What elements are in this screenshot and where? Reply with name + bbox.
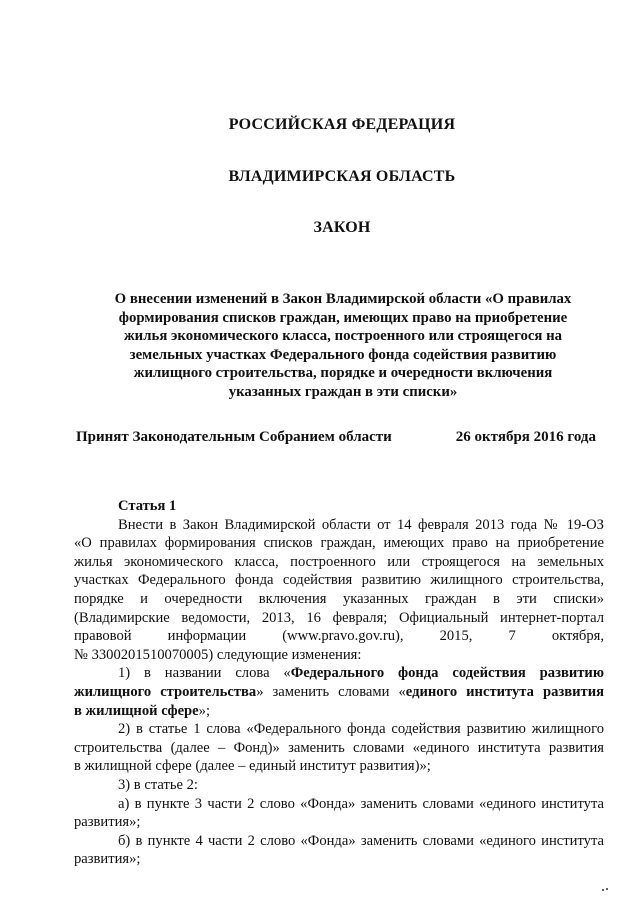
item-1-text: 1) в названии слова «: [118, 665, 291, 682]
law-title-line: указанных граждан в эти списки»: [228, 383, 458, 400]
paragraph-line: (Владимирские ведомости, 2013, 16 февраля; Официальный интернет-портал: [74, 609, 604, 626]
paragraph-line: правовой информации (www.pravo.gov.ru), 2015, 7 октября,: [74, 628, 604, 645]
item-1-line: [74, 702, 604, 721]
scan-specks: [602, 888, 608, 891]
item-1-line: [74, 664, 604, 683]
law-title-line: жилья экономического класса, построенного или строящегося на: [123, 328, 563, 345]
item-1-text: »;: [198, 702, 211, 719]
paragraph-line: «О правилах формирования списков граждан, имеющих право на приобретение: [74, 535, 604, 552]
article-body: [74, 497, 604, 869]
adoption-date: 26 октября 2016 года: [455, 429, 596, 445]
item-1-text: » заменить словами «: [256, 683, 406, 700]
law-title-line: земельных участках Федерального фонда содействия развитию: [129, 346, 557, 363]
item-3a-line: а) в пункте 3 части 2 слово «Фонда» заменить словами «единого института: [118, 795, 604, 812]
heading-doc-type: ЗАКОН: [313, 219, 371, 236]
article-heading: Статья 1: [118, 498, 177, 514]
item-3a-line: развития»;: [74, 814, 141, 831]
item-1-bold: в жилищной сфере: [74, 702, 199, 719]
item-1-bold: жилищного строительства: [74, 683, 257, 700]
item-2-line: 2) в статье 1 слова «Федерального фонда содействия развитию жилищного: [118, 721, 604, 738]
law-title-line: О внесении изменений в Закон Владимирской области «О правилах: [114, 291, 572, 307]
law-title-line: формирования списков граждан, имеющих право на приобретение: [118, 309, 568, 326]
scan-speck: [602, 889, 604, 891]
law-title: [100, 290, 586, 402]
paragraph-line: Внести в Закон Владимирской области от 14 февраля 2013 года № 19-ОЗ: [118, 516, 604, 533]
heading-federation: РОССИЙСКАЯ ФЕДЕРАЦИЯ: [228, 116, 456, 133]
adopted-by: Принят Законодательным Собранием области: [76, 429, 392, 445]
item-3b-line: развития»;: [74, 851, 141, 868]
heading-region: ВЛАДИМИРСКАЯ ОБЛАСТЬ: [228, 168, 456, 185]
item-1-line: [74, 683, 604, 702]
scan-speck: [606, 888, 608, 890]
law-title-line: жилищного строительства, порядке и очередности включения: [133, 365, 553, 382]
item-1-bold: Федерального фонда содействия развитию: [290, 665, 604, 682]
item-3b-line: б) в пункте 4 части 2 слово «Фонда» заменить словами «единого института: [118, 832, 604, 849]
item-2-line: в жилищной сфере (далее – единый институт развития)»;: [74, 758, 431, 775]
item-1-bold: единого института развития: [405, 683, 604, 700]
item-2-line: строительства (далее – Фонд)» заменить словами «единого института развития: [74, 739, 604, 756]
paragraph-line: жилья экономического класса, построенного или строящегося на земельных: [74, 553, 604, 570]
paragraph-line: порядке и очередности включения указанных граждан в эти списки»: [74, 590, 604, 607]
paragraph-line: № 3300201510070005) следующие изменения:: [74, 646, 362, 663]
item-3-line: 3) в статье 2:: [118, 776, 198, 793]
paragraph-line: участках Федерального фонда содействия развитию жилищного строительства,: [74, 572, 604, 589]
